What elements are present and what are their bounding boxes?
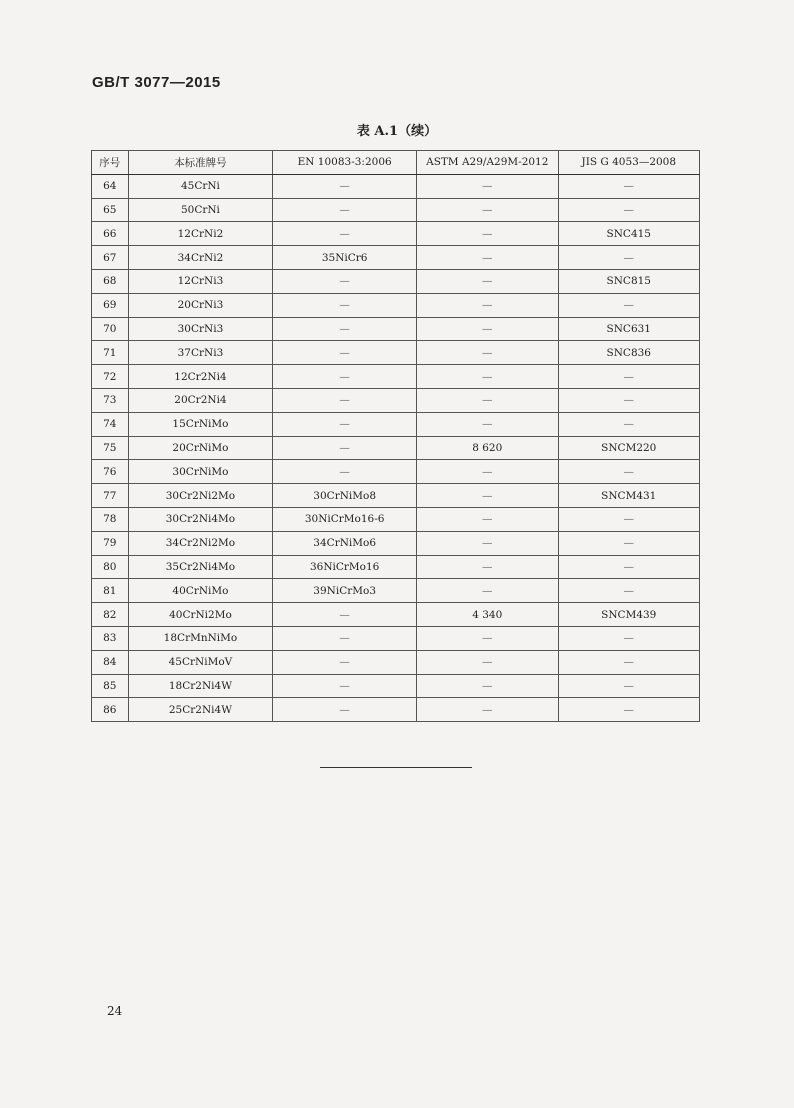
table-row xyxy=(92,436,700,460)
cell-grade: 34CrNi2 xyxy=(128,246,273,270)
cell-seq: 65 xyxy=(92,198,129,222)
cell-seq: 79 xyxy=(92,531,129,555)
cell-astm: — xyxy=(417,460,559,484)
cell-seq: 67 xyxy=(92,246,129,270)
table-row xyxy=(92,674,700,698)
cell-en: — xyxy=(273,460,417,484)
cell-seq: 64 xyxy=(92,174,129,198)
cell-grade: 35Cr2Ni4Mo xyxy=(128,555,273,579)
table-row xyxy=(92,222,700,246)
cell-en: — xyxy=(273,698,417,722)
cell-astm: — xyxy=(417,198,559,222)
cell-astm: — xyxy=(417,555,559,579)
cell-astm: — xyxy=(417,412,559,436)
cell-astm: — xyxy=(417,269,559,293)
cell-grade: 37CrNi3 xyxy=(128,341,273,365)
cell-seq: 71 xyxy=(92,341,129,365)
cell-jis: — xyxy=(558,698,699,722)
cell-jis: — xyxy=(558,412,699,436)
cell-grade: 45CrNiMoV xyxy=(128,650,273,674)
cell-grade: 18Cr2Ni4W xyxy=(128,674,273,698)
table-row xyxy=(92,626,700,650)
cell-grade: 18CrMnNiMo xyxy=(128,626,273,650)
cell-seq: 85 xyxy=(92,674,129,698)
cell-seq: 78 xyxy=(92,507,129,531)
cell-seq: 75 xyxy=(92,436,129,460)
cell-grade: 30CrNi3 xyxy=(128,317,273,341)
cell-seq: 68 xyxy=(92,269,129,293)
cell-jis: — xyxy=(558,674,699,698)
cell-astm: — xyxy=(417,650,559,674)
cell-grade: 40CrNiMo xyxy=(128,579,273,603)
cell-grade: 12Cr2Ni4 xyxy=(128,365,273,389)
table-row xyxy=(92,412,700,436)
cell-en: 34CrNiMo6 xyxy=(273,531,417,555)
cell-seq: 70 xyxy=(92,317,129,341)
cell-en: — xyxy=(273,269,417,293)
table-row xyxy=(92,484,700,508)
cell-astm: 4 340 xyxy=(417,603,559,627)
table-row xyxy=(92,317,700,341)
cell-astm: — xyxy=(417,317,559,341)
cell-jis: — xyxy=(558,174,699,198)
cell-seq: 82 xyxy=(92,603,129,627)
cell-seq: 69 xyxy=(92,293,129,317)
cell-astm: — xyxy=(417,484,559,508)
table-row xyxy=(92,460,700,484)
cell-astm: — xyxy=(417,293,559,317)
cell-astm: — xyxy=(417,579,559,603)
table-row xyxy=(92,246,700,270)
page-number: 24 xyxy=(107,1004,123,1018)
table-row xyxy=(92,579,700,603)
cell-grade: 30CrNiMo xyxy=(128,460,273,484)
cell-en: — xyxy=(273,365,417,389)
column-header-en: EN 10083-3:2006 xyxy=(273,151,417,175)
cell-en: 35NiCr6 xyxy=(273,246,417,270)
cell-jis: SNC815 xyxy=(558,269,699,293)
cell-grade: 12CrNi3 xyxy=(128,269,273,293)
cell-en: — xyxy=(273,388,417,412)
cell-jis: SNC415 xyxy=(558,222,699,246)
table-row xyxy=(92,531,700,555)
cell-seq: 72 xyxy=(92,365,129,389)
cell-seq: 84 xyxy=(92,650,129,674)
cell-seq: 86 xyxy=(92,698,129,722)
cell-grade: 20CrNi3 xyxy=(128,293,273,317)
cell-astm: — xyxy=(417,365,559,389)
cell-astm: — xyxy=(417,507,559,531)
cell-astm: — xyxy=(417,698,559,722)
cell-jis: — xyxy=(558,555,699,579)
cell-jis: SNCM439 xyxy=(558,603,699,627)
cell-seq: 77 xyxy=(92,484,129,508)
cell-astm: — xyxy=(417,246,559,270)
cell-jis: — xyxy=(558,626,699,650)
cell-grade: 20CrNiMo xyxy=(128,436,273,460)
table-row xyxy=(92,698,700,722)
cell-en: 30NiCrMo16-6 xyxy=(273,507,417,531)
table-title: 表 A.1（续） xyxy=(356,124,438,139)
cell-en: — xyxy=(273,436,417,460)
table-row xyxy=(92,650,700,674)
standard-code: GB/T 3077—2015 xyxy=(92,74,221,91)
cell-astm: — xyxy=(417,174,559,198)
cell-en: — xyxy=(273,650,417,674)
cell-jis: — xyxy=(558,293,699,317)
cell-jis: — xyxy=(558,365,699,389)
cell-jis: — xyxy=(558,579,699,603)
cell-grade: 15CrNiMo xyxy=(128,412,273,436)
cell-en: — xyxy=(273,198,417,222)
table-row xyxy=(92,603,700,627)
table-body xyxy=(92,174,700,721)
end-of-table-rule xyxy=(320,767,472,768)
cell-grade: 30Cr2Ni2Mo xyxy=(128,484,273,508)
cell-seq: 81 xyxy=(92,579,129,603)
column-header-jis: JIS G 4053—2008 xyxy=(558,151,699,175)
cell-en: — xyxy=(273,174,417,198)
cell-jis: SNCM431 xyxy=(558,484,699,508)
cell-seq: 66 xyxy=(92,222,129,246)
cell-en: — xyxy=(273,341,417,365)
column-header-grade: 本标准牌号 xyxy=(128,151,273,175)
grade-comparison-table xyxy=(91,150,700,722)
column-header-seq: 序号 xyxy=(92,151,129,175)
cell-astm: — xyxy=(417,222,559,246)
cell-jis: — xyxy=(558,246,699,270)
cell-grade: 45CrNi xyxy=(128,174,273,198)
table-row xyxy=(92,365,700,389)
cell-grade: 50CrNi xyxy=(128,198,273,222)
cell-jis: — xyxy=(558,460,699,484)
cell-en: — xyxy=(273,317,417,341)
table-row xyxy=(92,198,700,222)
cell-jis: SNC631 xyxy=(558,317,699,341)
cell-astm: — xyxy=(417,626,559,650)
cell-seq: 74 xyxy=(92,412,129,436)
cell-grade: 30Cr2Ni4Mo xyxy=(128,507,273,531)
table-row xyxy=(92,507,700,531)
cell-grade: 25Cr2Ni4W xyxy=(128,698,273,722)
cell-grade: 34Cr2Ni2Mo xyxy=(128,531,273,555)
cell-grade: 12CrNi2 xyxy=(128,222,273,246)
cell-jis: — xyxy=(558,650,699,674)
cell-en: — xyxy=(273,603,417,627)
cell-astm: — xyxy=(417,531,559,555)
table-row xyxy=(92,269,700,293)
cell-en: 39NiCrMo3 xyxy=(273,579,417,603)
table-row xyxy=(92,341,700,365)
cell-jis: — xyxy=(558,388,699,412)
cell-en: — xyxy=(273,412,417,436)
cell-en: — xyxy=(273,222,417,246)
cell-jis: — xyxy=(558,507,699,531)
cell-en: 36NiCrMo16 xyxy=(273,555,417,579)
cell-seq: 73 xyxy=(92,388,129,412)
cell-en: — xyxy=(273,626,417,650)
cell-astm: — xyxy=(417,388,559,412)
cell-seq: 76 xyxy=(92,460,129,484)
cell-astm: — xyxy=(417,674,559,698)
cell-astm: 8 620 xyxy=(417,436,559,460)
cell-jis: SNCM220 xyxy=(558,436,699,460)
cell-jis: SNC836 xyxy=(558,341,699,365)
table-row xyxy=(92,293,700,317)
table-row xyxy=(92,555,700,579)
table-row xyxy=(92,388,700,412)
cell-jis: — xyxy=(558,198,699,222)
cell-grade: 20Cr2Ni4 xyxy=(128,388,273,412)
cell-astm: — xyxy=(417,341,559,365)
cell-grade: 40CrNi2Mo xyxy=(128,603,273,627)
cell-en: — xyxy=(273,293,417,317)
cell-en: 30CrNiMo8 xyxy=(273,484,417,508)
cell-seq: 83 xyxy=(92,626,129,650)
table-row xyxy=(92,174,700,198)
cell-en: — xyxy=(273,674,417,698)
table-header-row xyxy=(92,151,700,175)
cell-seq: 80 xyxy=(92,555,129,579)
column-header-astm: ASTM A29/A29M-2012 xyxy=(417,151,559,175)
cell-jis: — xyxy=(558,531,699,555)
